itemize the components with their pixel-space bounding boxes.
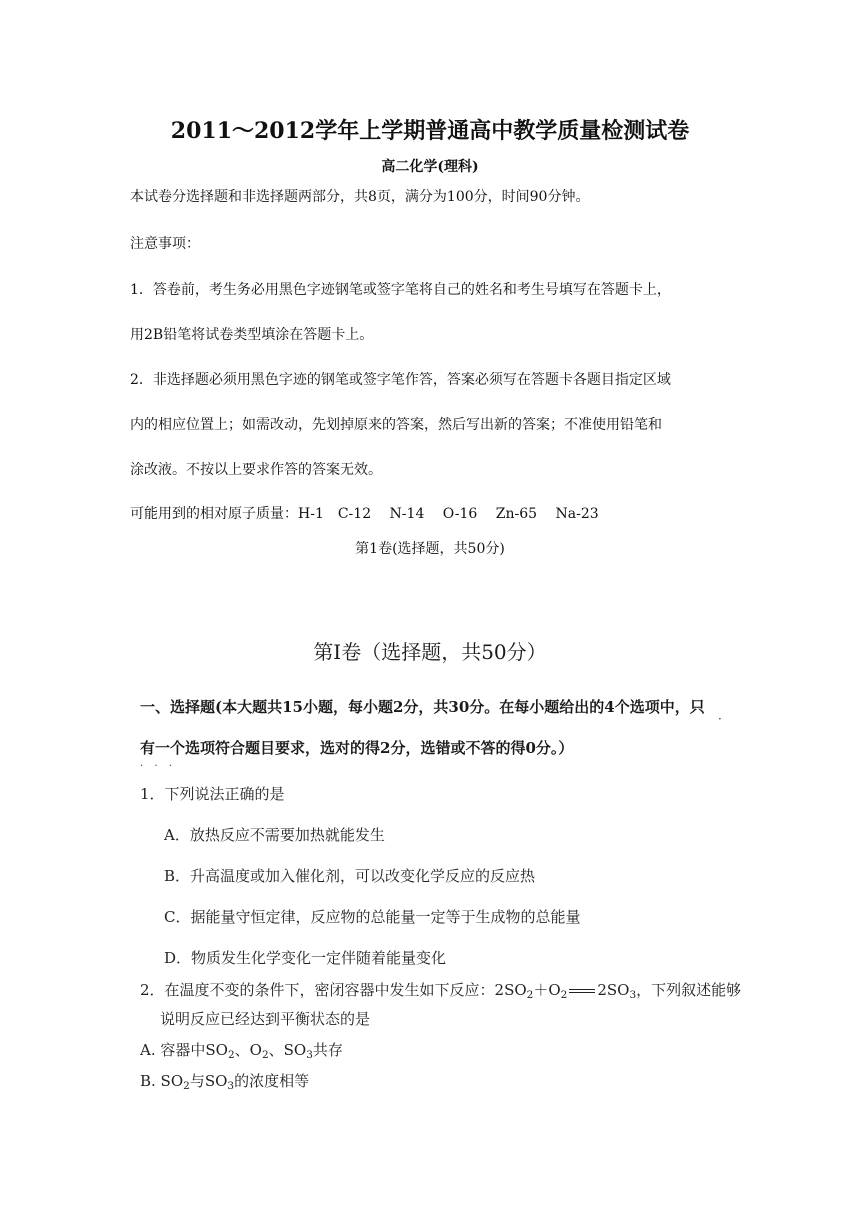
q2-sub: 3	[629, 989, 637, 1001]
q2-a-text: 共存	[312, 1041, 343, 1059]
q2-product: 2SO	[597, 981, 630, 999]
notice-2-line-2: 内的相应位置上；如需改动，先划掉原来的答案，然后写出新的答案；不准使用铅笔和	[130, 417, 662, 433]
question-1-option-d: D．物质发生化学变化一定伴随着能量变化	[164, 949, 447, 967]
question-2-stem	[140, 979, 741, 1001]
q2-a-sub: 2	[227, 1049, 235, 1061]
q2-b-sub: 2	[183, 1080, 190, 1092]
part-label: 第1卷(选择题，共50分)	[355, 541, 505, 557]
page-subtitle: 高二化学(理科)	[381, 159, 479, 175]
notice-1-line-1: 1．答卷前，考生务必用黑色字迹钢笔或签字笔将自己的姓名和考生号填写在答题卡上，	[130, 282, 671, 298]
question-2-option-b	[140, 1070, 309, 1092]
notice-heading: 注意事项：	[130, 236, 200, 252]
page-title: 2011～2012学年上学期普通高中教学质量检测试卷	[170, 118, 690, 144]
section-instruction-line-2: 有一个选项符合题目要求，选对的得2分，选错或不答的得0分。）	[140, 739, 574, 757]
q2-b-text: B. SO	[140, 1072, 184, 1090]
q2-stem-pre: 2．在温度不变的条件下，密闭容器中发生如下反应：2SO	[140, 981, 527, 999]
q2-a-text: A. 容器中SO	[140, 1041, 228, 1059]
q2-sub: 2	[560, 989, 568, 1001]
notice-1-line-2: 用2B铅笔将试卷类型填涂在答题卡上。	[130, 327, 374, 343]
emphasis-dots: . . .	[140, 758, 176, 769]
q2-a-text: 、O	[234, 1041, 262, 1059]
q2-sub: 2	[526, 989, 534, 1001]
q2-a-sub: 2	[261, 1049, 269, 1061]
question-1-option-b: B．升高温度或加入催化剂，可以改变化学反应的反应热	[164, 867, 536, 885]
exam-summary: 本试卷分选择题和非选择题两部分，共8页，满分为100分，时间90分钟。	[130, 189, 590, 205]
q2-b-sub: 3	[227, 1080, 235, 1092]
scan-part-title: 第Ⅰ卷（选择题，共50分）	[313, 640, 547, 664]
section-instruction-line-1: 一、选择题(本大题共15小题，每小题2分，共30分。在每小题给出的4个选项中，只	[140, 698, 705, 716]
question-1-stem: 1．下列说法正确的是	[140, 785, 285, 803]
question-1-option-c: C．据能量守恒定律，反应物的总能量一定等于生成物的总能量	[164, 908, 581, 926]
q2-b-text: 的浓度相等	[234, 1072, 310, 1090]
notice-2-line-1: 2．非选择题必须用黑色字迹的钢笔或签字笔作答，答案必须写在答题卡各题目指定区域	[130, 372, 671, 388]
emphasis-dot: ·	[718, 712, 722, 726]
notice-2-line-3: 涂改液。不按以上要求作答的答案无效。	[130, 462, 382, 478]
q2-a-text: 、SO	[268, 1041, 307, 1059]
q2-a-sub: 3	[306, 1049, 313, 1061]
atomic-mass-line: 可能用到的相对原子质量：H-1 C-12 N-14 O-16 Zn-65 Na-23	[130, 506, 599, 522]
question-2-stem-line-2: 说明反应已经达到平衡状态的是	[160, 1010, 371, 1028]
q2-b-text: 与SO	[189, 1072, 228, 1090]
question-1-option-a: A．放热反应不需要加热就能发生	[164, 826, 385, 844]
q2-stem-post: ，下列叙述能够	[636, 981, 742, 999]
q2-plus-o: ＋O	[533, 981, 561, 999]
question-2-option-a	[140, 1039, 343, 1061]
equilibrium-arrow-icon	[569, 987, 595, 995]
